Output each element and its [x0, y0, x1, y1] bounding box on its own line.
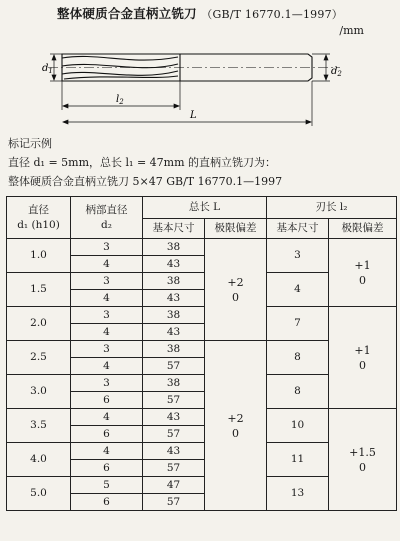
cell-d1: 3.0 [7, 375, 71, 409]
header-diameter-sub: d₁ (h10) [17, 218, 60, 231]
header-total-length: 总长 L [143, 197, 267, 219]
label-d2-main: d [331, 66, 338, 77]
cell-L: 57 [143, 392, 205, 409]
cell-l2: 10 [267, 409, 329, 443]
header-l2-dev: 极限偏差 [329, 219, 397, 239]
cell-L: 57 [143, 426, 205, 443]
label-d2-sub: 2 [337, 70, 342, 78]
cell-L: 43 [143, 290, 205, 307]
cell-l2-deviation [329, 239, 397, 307]
cell-L-deviation [205, 341, 267, 511]
table-row [7, 307, 397, 324]
deviation-lower: 0 [232, 426, 239, 440]
spec-table-body [7, 197, 397, 511]
marking-example [8, 134, 398, 191]
cell-L: 57 [143, 494, 205, 511]
cell-L: 38 [143, 375, 205, 392]
cell-L: 38 [143, 307, 205, 324]
cell-d1: 5.0 [7, 477, 71, 511]
cell-d2: 6 [71, 494, 143, 511]
cell-l2: 8 [267, 341, 329, 375]
title-main: 整体硬质合金直柄立铣刀 [57, 6, 197, 21]
cell-l2-deviation [329, 307, 397, 409]
label-l2 [116, 94, 124, 106]
header-diameter [7, 197, 71, 239]
cell-d1: 2.5 [7, 341, 71, 375]
end-mill-drawing [40, 40, 360, 130]
cell-d2: 3 [71, 239, 143, 256]
header-shank-label: 柄部直径 [85, 203, 128, 216]
cell-d1: 2.0 [7, 307, 71, 341]
cell-L: 38 [143, 239, 205, 256]
deviation-lower: 0 [359, 460, 366, 474]
label-d1-main: d [42, 63, 49, 74]
cell-L: 47 [143, 477, 205, 494]
cell-d2: 4 [71, 290, 143, 307]
header-diameter-label: 直径 [28, 203, 49, 216]
header-shank-sub: d₂ [101, 218, 112, 231]
header-l2-basic: 基本尺寸 [267, 219, 329, 239]
deviation-upper: +1 [354, 258, 371, 272]
cell-l2-deviation [329, 409, 397, 511]
dim-L [63, 81, 312, 126]
deviation-upper: +1.5 [349, 445, 376, 459]
cell-d2: 5 [71, 477, 143, 494]
cell-L: 38 [143, 341, 205, 358]
cell-l2: 8 [267, 375, 329, 409]
cell-d2: 6 [71, 426, 143, 443]
cell-d2: 3 [71, 307, 143, 324]
cell-L: 43 [143, 324, 205, 341]
label-l2-main: l [116, 94, 120, 105]
cell-d2: 6 [71, 460, 143, 477]
spec-table [6, 196, 397, 511]
label-L: L [190, 110, 197, 121]
cell-d1: 4.0 [7, 443, 71, 477]
deviation-upper: +2 [227, 411, 244, 425]
cell-d2: 4 [71, 324, 143, 341]
cell-d2: 4 [71, 443, 143, 460]
deviation-lower: 0 [359, 358, 366, 372]
header-row-1 [7, 197, 397, 219]
label-d2 [331, 66, 342, 78]
title-standard: （GB/T 16770.1—1997） [201, 8, 343, 21]
header-L-dev: 极限偏差 [205, 219, 267, 239]
cell-d2: 3 [71, 375, 143, 392]
deviation-lower: 0 [232, 290, 239, 304]
label-d1 [42, 63, 53, 75]
cell-l2: 4 [267, 273, 329, 307]
example-line-1: 直径 d₁ = 5mm，总长 l₁ = 47mm 的直柄立铣刀为： [8, 156, 277, 169]
label-d1-sub: 1 [48, 67, 53, 75]
cell-d2: 4 [71, 409, 143, 426]
cell-d1: 1.5 [7, 273, 71, 307]
deviation-lower: 0 [359, 273, 366, 287]
cell-L: 57 [143, 358, 205, 375]
header-edge-length: 刃长 l₂ [267, 197, 397, 219]
cell-L: 57 [143, 460, 205, 477]
deviation-upper: +1 [354, 343, 371, 357]
cell-L: 43 [143, 409, 205, 426]
cell-d1: 1.0 [7, 239, 71, 273]
cell-L: 43 [143, 256, 205, 273]
example-heading: 标记示例 [8, 137, 52, 150]
example-line-2: 整体硬质合金直柄立铣刀 5×47 GB/T 16770.1—1997 [8, 175, 283, 188]
header-L-basic: 基本尺寸 [143, 219, 205, 239]
table-row [7, 409, 397, 426]
cell-d2: 4 [71, 358, 143, 375]
cell-d1: 3.5 [7, 409, 71, 443]
cell-d2: 4 [71, 256, 143, 273]
cell-d2: 3 [71, 273, 143, 290]
page-title [0, 4, 400, 22]
cell-l2: 3 [267, 239, 329, 273]
cell-d2: 3 [71, 341, 143, 358]
deviation-upper: +2 [227, 275, 244, 289]
cell-d2: 6 [71, 392, 143, 409]
cell-l2: 13 [267, 477, 329, 511]
cell-L-deviation [205, 239, 267, 341]
cell-L: 38 [143, 273, 205, 290]
cell-l2: 7 [267, 307, 329, 341]
cell-l2: 11 [267, 443, 329, 477]
header-shank [71, 197, 143, 239]
unit-label: /mm [339, 24, 364, 37]
label-l2-sub: 2 [119, 98, 124, 106]
cell-L: 43 [143, 443, 205, 460]
table-row [7, 239, 397, 256]
